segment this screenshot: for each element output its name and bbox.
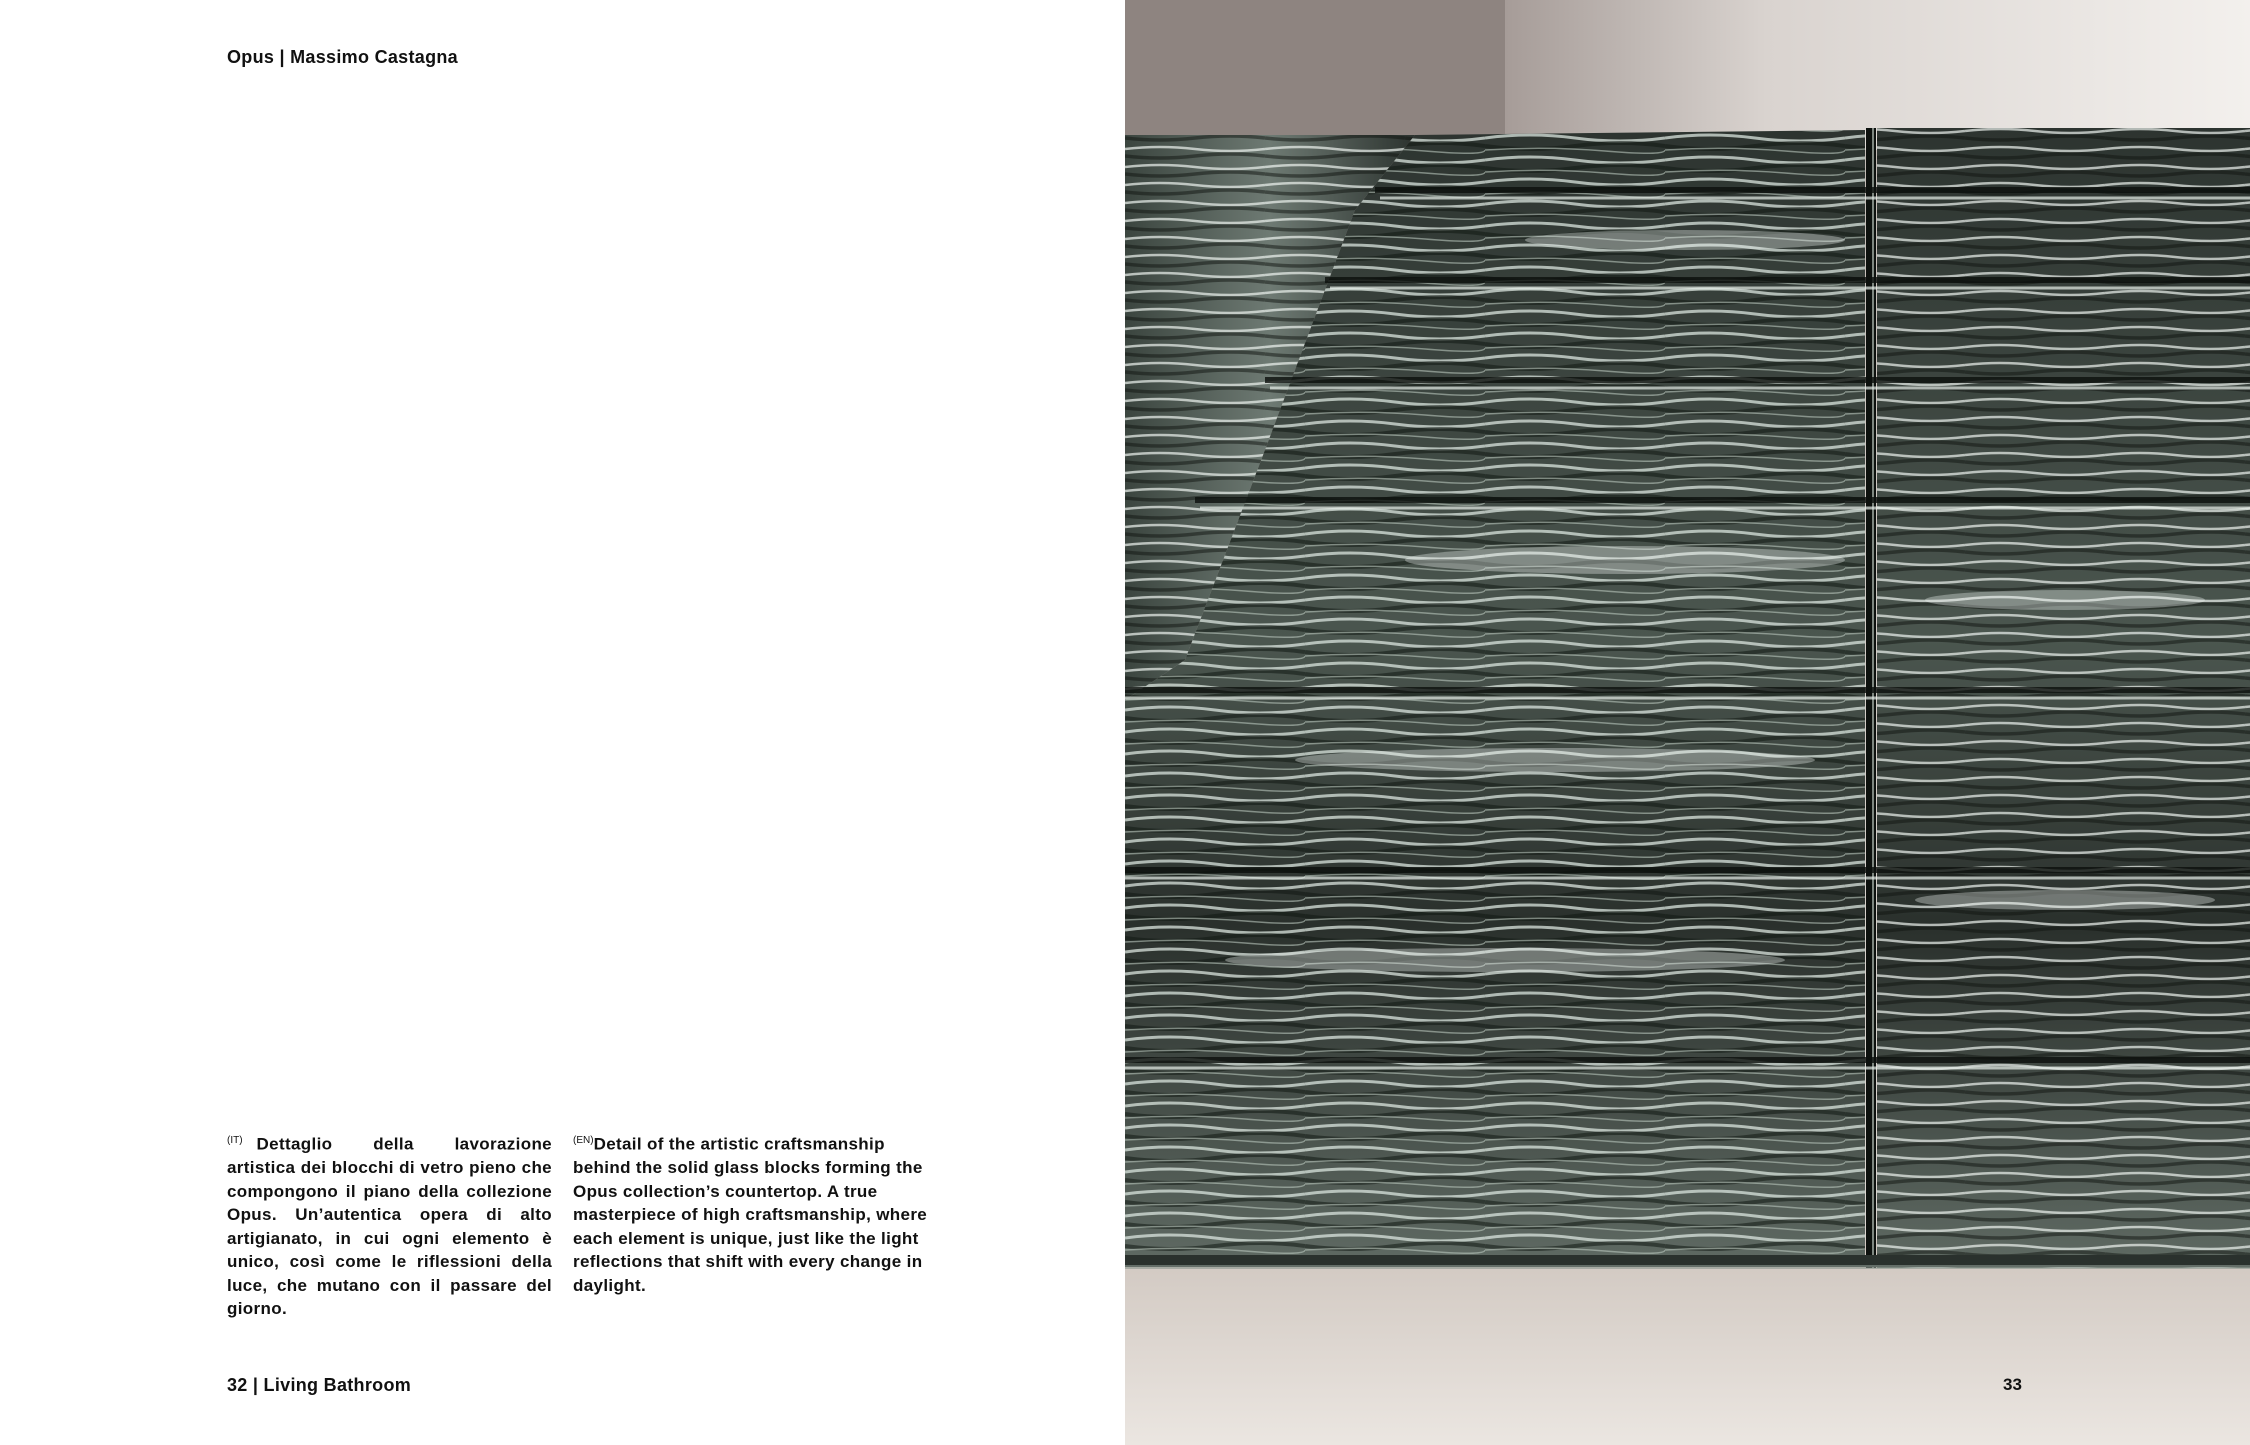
glass-blocks-photo	[1125, 0, 2250, 1445]
lang-tag-it: (IT)	[227, 1135, 243, 1146]
right-page	[1125, 0, 2250, 1445]
caption-english-text: Detail of the artistic craftsmanship behind the solid glass blocks forming the Opus collection’s countertop. A true masterpiece of high craftsmanship, where each element is unique, just like the light reflections that shift with every change in daylight.	[573, 1134, 928, 1295]
caption-english	[573, 1129, 938, 1297]
page-number-right: 33	[2003, 1375, 2022, 1394]
caption-italian	[227, 1129, 552, 1321]
running-head: Opus | Massimo Castagna	[227, 47, 458, 67]
caption-italian-text: Dettaglio della lavorazione artistica dei blocchi di vetro pieno che compongono il piano della collezione Opus. Un’autentica opera di alto artigianato, in cui ogni elemento è unico, così come le riflessioni della luce, che mutano con il passare del giorno.	[227, 1134, 552, 1319]
page-number-left: 32 | Living Bathroom	[227, 1375, 412, 1395]
lang-tag-en: (EN)	[573, 1135, 594, 1146]
